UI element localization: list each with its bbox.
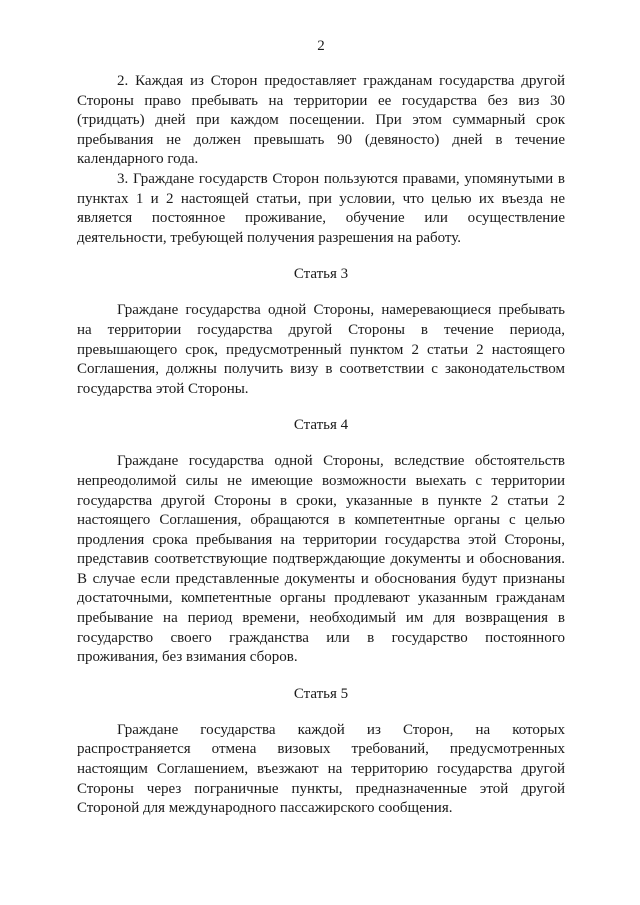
document-page — [77, 36, 565, 819]
article-4-body — [77, 452, 565, 668]
article-5-paragraph: Граждане государства каждой из Сторон, на которых распространяется отмена визовых требований, предусмотренных настоящим Соглашением, въезжают на территорию государства другой Стороны через пограничные пункты, предназначенные этой другой Стороной для международного пассажирского сообщения. — [77, 721, 565, 817]
page-number: 2 — [317, 38, 325, 54]
article-5-body — [77, 721, 565, 819]
paragraph-2-3: 3. Граждане государств Сторон пользуются правами, упомянутыми в пунктах 1 и 2 настоящей статьи, при условии, что целью их въезда не является постоянное проживание, обучение или осуществление деятельности, требующей получения разрешения на работу. — [77, 170, 565, 246]
article-4-paragraph: Граждане государства одной Стороны, вследствие обстоятельств непреодолимой силы не имеющие возможности выехать с территории государства другой Стороны в сроки, указанные в пункте 2 статьи 2 настоящего Соглашения, обращаются в компетентные органы с целью продления срока пребывания на территории государства этой Стороны, представив соответствующие подтверждающие документы и обоснования. В случае если представленные документы и обоснования будут признаны достаточными, компетентные органы продлевают указанным гражданам пребывание на период времени, необходимый им для возвращения в государство своего гражданства или в государство постоянного проживания, без взимания сборов. — [77, 453, 565, 666]
article-3-heading: Статья 3 — [293, 266, 349, 283]
article-3-paragraph: Граждане государства одной Стороны, намеревающиеся пребывать на территории государства другой Стороны в течение периода, превышающего срок, предусмотренный пунктом 2 статьи 2 настоящего Соглашения, должны получить визу в соответствии с законодательством государства этой Стороны. — [77, 302, 565, 397]
paragraph-2-2: 2. Каждая из Сторон предоставляет гражданам государства другой Стороны право пребывать на территории ее государства без виз 30 (тридцать) дней при каждом посещении. При этом суммарный срок пребывания не должен превышать 90 (девяносто) дней в течение календарного года. — [77, 73, 565, 168]
article-3-body — [77, 301, 565, 399]
article-5-heading: Статья 5 — [293, 685, 349, 702]
article-2-continuation — [77, 72, 565, 248]
article-4-heading: Статья 4 — [293, 417, 349, 434]
